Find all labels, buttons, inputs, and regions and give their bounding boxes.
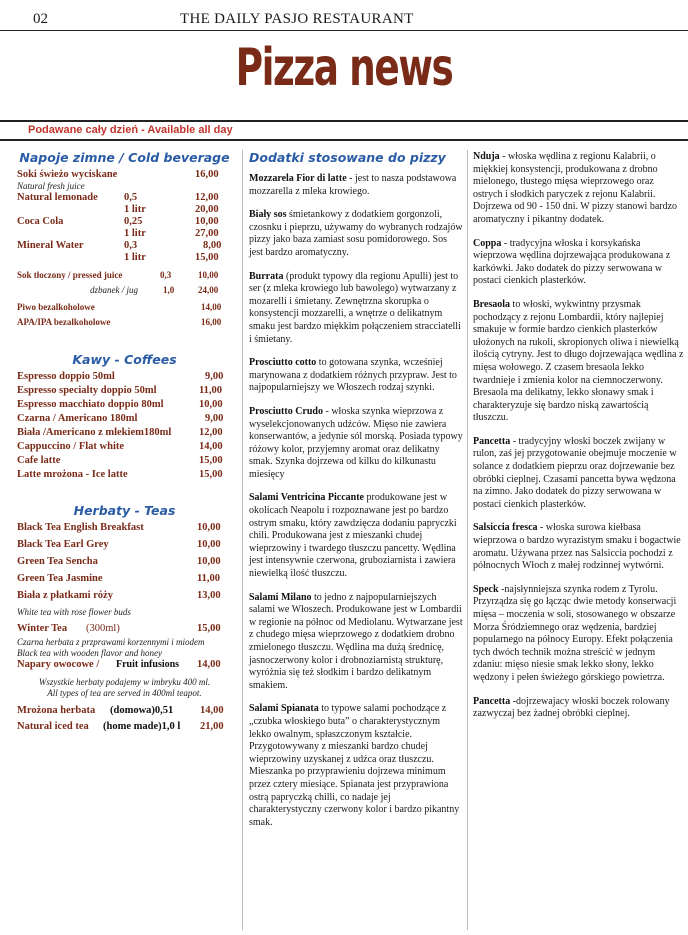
menu-item [17,556,232,573]
menu-item [17,427,232,441]
tea-list [17,522,232,607]
item-price: 12,00 [199,427,223,438]
item-note: Black tea with wooden flavor and honey [17,648,162,658]
item-price: 15,00 [199,469,223,480]
topping-text: produkowane jest w okolicach Neapolu i rozpoznawane jest po bardzo ostrym smaku, który zawdzięcza dodaniu papryczki chili. Produkowana jest z mieszanki chudej wieprzowiny i twardego tłuszczu pancetty. Wędlina jest intensywnie czerwona, gruboziarnista i zawiera niewielką ilość tłuszczu. [249,492,457,580]
topping-text: to gotowana szynka, wcześniej marynowana z dodatkiem różnych przypraw. Jest to najpopularniejszy we Włoszech rodzaj szynki. [249,357,457,394]
topping-description [249,271,463,347]
menu-item: Coca Cola 0,25 10,00 [17,216,219,227]
topping-name: Biały sos [249,209,287,221]
topping-name: Pancetta [473,695,511,707]
menu-item [17,469,232,483]
item-price: 10,00 [197,539,221,550]
teapot-note: Wszystkie herbaty podajemy w imbryku 400 ml. [38,677,211,687]
item-price: 9,00 [205,413,224,424]
topping-description [249,592,463,693]
header-rule [0,30,688,31]
menu-item: Mrożona herbata (domowa)0,51 14,00 [17,705,224,716]
menu-item: 1 litr 15,00 [124,252,219,263]
menu-item: 1 litr 20,00 [124,204,219,215]
item-name: Czarna / Americano 180ml [17,413,138,424]
coffee-list [17,371,232,483]
topping-name: Coppa [473,237,502,249]
topping-description [473,584,685,685]
menu-item: Sok tłoczony / pressed juice 0,3 10,00 [17,270,219,280]
cold-beverage-heading: Napoje zimne / Cold beverage [19,150,230,165]
item-price: 13,00 [197,590,221,601]
toppings-heading: Dodatki stosowane do pizzy [249,150,446,165]
topping-description [473,299,685,425]
beverage-menu [17,150,232,737]
toppings-column-2 [473,151,685,732]
menu-item: Napary owocowe / Fruit infusions 14,00 [17,659,221,670]
topping-name: Bresaola [473,298,511,310]
menu-item [17,455,232,469]
item-name: Cappuccino / Flat white [17,441,125,452]
topping-name: Mozzarela Fior di latte [249,173,347,184]
toppings-list [249,173,463,829]
column-divider [467,150,468,930]
topping-name: Pancetta [473,435,511,447]
item-name: Espresso specialty doppio 50ml [17,385,157,396]
topping-name: Prosciutto cotto [249,357,317,369]
topping-name: Salami Spianata [249,703,319,715]
topping-text: (produkt typowy dla regionu Apulli) jest to ser (z mleka krowiego lub bawolego) wytwarzany z mozarelli i śmietany. Zewnętrzna skorupka o konsystencji mozzarelli, a wnętrze o delikatnym smaku jest bardzo miękkim połączeniem stracciatelli i śmietany. [249,270,461,345]
menu-item: dzbanek / jug 1,0 24,00 [90,285,219,295]
topping-text: to włoski, wykwintny przysmak pochodzący z rejonu Lombardii, który najlepiej smakuje w formie bardzo cienkich plasterków ułożonych na rukoli, skropionych oliwa i niewielką ilością cytryny. Jest to długo dojrzewająca wędlina z mięsa wołowego. Z czasem bresaola lekko twardnieje i zmienia kolor na ciemnoczerwony. Bresaola ma delikatny, lekko słonawy smak i charakteryzuje się bardzo niską zawartością tłuszczu. [473,298,684,424]
item-name: Espresso doppio 50ml [17,371,115,382]
item-price: 9,00 [205,371,224,382]
topping-description [249,406,463,482]
menu-item: Piwo bezalkoholowe 14,00 [17,302,222,312]
topping-name: Salami Milano [249,591,312,603]
topping-description [473,151,685,227]
item-price: 11,00 [197,573,221,584]
item-name: Green Tea Sencha [17,556,98,567]
item-name: Biała z płatkami róży [17,590,113,601]
menu-item: Mineral Water 0,3 8,00 [17,240,222,251]
topping-name: Nduja [473,151,500,162]
item-name: Green Tea Jasmine [17,573,103,584]
topping-text: - włoska surowa kiełbasa wieprzowa o bardzo wyrazistym smaku i bogactwie aromatu. Używana przez nas Salsiccia pochodzi z północnych Włoch z małej rodzinnej wytwórni. [473,522,681,572]
item-note: Czarna herbata z przprawami korzennymi i miodem [17,637,205,647]
menu-item: Natural iced tea (home made)1,0 l 21,00 [17,721,224,732]
column-divider [242,150,243,930]
topping-text: - tradycyjna włoska i korsykańska wieprzowa wędlina dojrzewająca produkowana z karkówki. Jako dodatek do pizzy serwowana w postaci cienkich plasterków. [473,237,671,287]
topping-name: Salami Ventricina Piccante [249,492,364,504]
menu-item [17,590,232,607]
menu-item [17,413,232,427]
publication-name: THE DAILY PASJO RESTAURANT [180,11,414,27]
teapot-note: All types of tea are served in 400ml teapot. [47,688,202,698]
menu-item: 1 litr 27,00 [124,228,219,239]
title-rule [0,120,688,122]
item-name: Biała /Americano z mlekiem180ml [17,427,172,438]
topping-description [473,522,685,572]
item-name: Cafe latte [17,455,61,466]
topping-text: - włoska wędlina z regionu Kalabrii, o miękkiej konsystencji, produkowana z drobno mielonego, tłustego mięsa wieprzowego oraz ostrych i słodkich paryczek z rejonu Kalabrii. Dojrzewa od 90 - 150 dni. W pizzy stanowi bardzo aromatyczny i pikantny dodatek. [473,151,678,225]
teas-heading: Herbaty - Teas [73,503,176,518]
page-header [0,0,688,28]
topping-name: Prosciutto Crudo [249,405,323,417]
menu-item [17,371,232,385]
item-price: 14,00 [199,441,223,452]
menu-item [17,539,232,556]
topping-description [249,357,463,395]
item-price: 10,00 [197,556,221,567]
item-name: Latte mrożona - Ice latte [17,469,128,480]
topping-description [249,173,463,198]
item-name: Black Tea Earl Grey [17,539,109,550]
topping-description [473,238,685,288]
availability-note: Podawane cały dzień - Available all day [28,124,233,136]
item-note: White tea with rose flower buds [17,607,131,617]
topping-text: - jest to nasza podstawowa mozzarella z mleka krowiego. [249,173,457,197]
subtitle-rule [0,139,688,141]
topping-description [473,436,685,512]
menu-item: Winter Tea (300ml) 15,00 [17,623,221,634]
topping-description [249,492,463,580]
topping-name: Salsiccia fresca [473,522,538,534]
item-price: 10,00 [199,399,223,410]
item-price: 11,00 [199,385,223,396]
topping-text: - tradycyjny włoski boczek zwijany w rulon, zaś jej przygotowanie obejmuje moczenie w solance z dodatkiem pieprzu oraz dojrzewanie bez obróbki cieplnej. Czasami pancetta bywa wędzona na zimno. Jako dodatek do pizzy serwowana w postaci cienkich plasterków. [473,435,677,510]
item-price: 10,00 [197,522,221,533]
topping-text: to jedno z najpopularniejszych salami we Włoszech. Produkowane jest w Lombardii w regionie na północ od Mediolanu. Wytwarzane jest z chudego mięsa wieprzowego z dodatkiem drobno zmielonego tłuszczu. Wędlina ma dużą średnicę, jasnoczerwony kolor i drobnoziarnistą strukturę, wyróżnia się też słodkim i bardzo delikatnym smakiem. [249,591,463,691]
menu-item: Natural lemonade 0,5 12,00 [17,192,219,203]
menu-item [17,573,232,590]
item-name: Espresso macchiato doppio 80ml [17,399,164,410]
item-name: Black Tea English Breakfast [17,522,144,533]
toppings-list [473,151,685,721]
toppings-column [249,150,463,840]
topping-text: -najsłynniejsza szynka rodem z Tyrolu. Przyrządza się go łącząc dwie metody konserwacji mięsa – moczenia w soli, stosowanego w obszarze Morza Śródziemnego oraz wędzenia, bardziej popularnego na północy Europy. Efekt połączenia tych dwóch technik można streścić w jednym zdaniu: mięso niesie smak lekko słony, lekko wędzony i pełen świeżego górskiego powietrza. [473,583,677,683]
menu-item [17,399,232,413]
page-title: Pizza news [235,38,453,98]
topping-name: Speck [473,583,499,595]
menu-item [17,385,232,399]
topping-text: -dojrzewajacy włoski boczek rolowany zazwyczaj bez żadnej obróbki cieplnej. [473,695,670,720]
topping-text: śmietankowy z dodatkiem gorgonzoli, czosnku i pieprzu, używamy do wybranych rodzajów pizzy jako baza zamiast sosu pomidorowego. Sos jest bardzo aromatyczny. [249,209,463,258]
topping-description [473,696,685,721]
topping-description [249,703,463,829]
menu-item [17,522,232,539]
topping-text: - włoska szynka wieprzowa z wyselekcjonowanych udźców. Mięso nie zawiera konserwantów, a jedynie sól morską. Posiada typowy różowy kolor, przyjemny aromat oraz delikatny smak. Szynka dojrzewa od kilku do kilkunastu miesięcy [249,405,463,480]
topping-name: Burrata [249,270,284,282]
topping-text: to typowe salami pochodzące z „czubka włoskiego buta” o charakterystycznym lekko owalnym, spłaszczonym kształcie. Przygotowywany z mieszanki bardzo chudej wieprzowiny uzyskanej z udźca oraz tłuszczu. Mieszanka po przyprawieniu dojrzewa minimum przez cztery miesiące. Spianata jest przyprawiona ostrą papryczką chilli, co nadaje jej charakterystyczny czerwony kolor i bardzo pikantny smak. [249,703,460,828]
menu-item [17,441,232,455]
page-number: 02 [33,11,48,27]
coffees-heading: Kawy - Coffees [72,352,177,367]
topping-description [249,209,463,259]
item-note: Natural fresh juice [17,181,85,191]
menu-item: Soki świeżo wyciskane 16,00 [17,169,219,180]
item-price: 15,00 [199,455,223,466]
menu-item: APA/IPA bezalkoholowe 16,00 [17,317,222,327]
